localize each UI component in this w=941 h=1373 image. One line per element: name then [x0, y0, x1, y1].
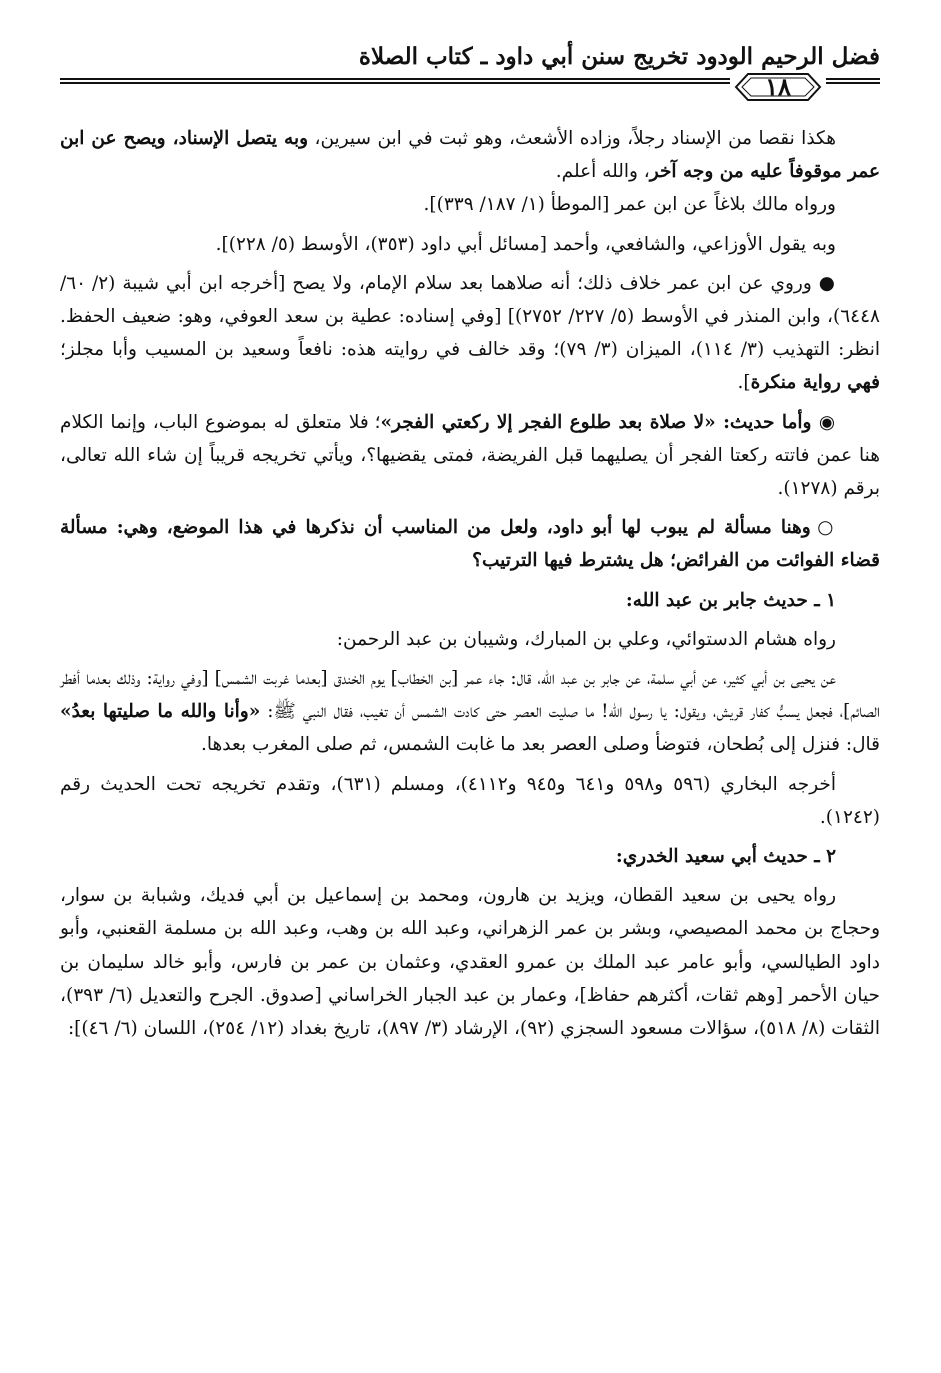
bullet-icon: ●: [818, 272, 836, 294]
section-heading: ٢ ـ حديث أبي سعيد الخدري:: [615, 846, 836, 868]
paragraph: ◉ وأما حديث: «لا صلاة بعد طلوع الفجر إلا ركعتي الفجر»؛ فلا متعلق له بموضوع الباب، وإنما الكلام هنا عمن فاتته ركعتا الفجر أن يصليهما قبل الفريضة، فمتى يقضيها؟، ويأتي تخريجه قريباً إن شاء الله تعالى، برقم (١٢٧٨).: [60, 411, 880, 500]
section-heading: ١ ـ حديث جابر بن عبد الله:: [625, 589, 836, 611]
paragraph: وبه يقول الأوزاعي، والشافعي، وأحمد [مسائل أبي داود (٣٥٣)، الأوسط (٥/ ٢٢٨)].: [215, 233, 836, 255]
paragraph: ● وروي عن ابن عمر خلاف ذلك؛ أنه صلاهما بعد سلام الإمام، ولا يصح [أخرجه ابن أبي شيبة (٢/ ٦٠/ ٦٤٤٨)، وابن المنذر في الأوسط (٥/ ٢٢٧/ ٢٧٥٢)] [وفي إسناده: عطية بن سعد العوفي، وهو: ضعيف الحفظ. انظر: التهذيب (٣/ ١١٤)، الميزان (٣/ ٧٩)؛ وقد خالف في روايته هذه: نافعاً وسعيد بن المسيب وأبا مجلز؛ فهي رواية منكرة].: [60, 272, 881, 394]
paragraph: رواه هشام الدستوائي، وعلي بن المبارك، وشيبان بن عبد الرحمن:: [336, 628, 836, 650]
paragraph: ○ وهنا مسألة لم يبوب لها أبو داود، ولعل من المناسب أن نذكرها في هذا الموضع، وهي: مسألة قضاء الفوائت من الفرائض؛ هل يشترط فيها الترتيب؟: [60, 517, 880, 572]
paragraph: هكذا نقصا من الإسناد رجلاً، وزاده الأشعث، وهو ثبت في ابن سيرين، وبه يتصل الإسناد، ويصح عن ابن عمر موقوفاً عليه من وجه آخر، والله أعلم.: [60, 128, 880, 183]
paragraph: أخرجه البخاري (٥٩٦ و٥٩٨ و٦٤١ و٩٤٥ و٤١١٢)، ومسلم (٦٣١)، وتقدم تخريجه تحت الحديث رقم (١٢٤٢).: [60, 773, 880, 828]
page-number-badge: [730, 70, 826, 104]
page-number: ١٨: [765, 72, 791, 101]
paragraph: رواه يحيى بن سعيد القطان، ويزيد بن هارون، ومحمد بن إسماعيل بن أبي فديك، وشبابة بن سوار، وحجاج بن محمد المصيصي، وبشر بن عمر الزهراني، وعبد الله بن وهب، وعبد الله بن مسلمة القعنبي، وأبو داود الطيالسي، وأبو عامر عبد الملك بن عمرو العقدي، وعثمان بن عمر بن فارس، وأبو خالد سليمان بن حيان الأحمر [وهم ثقات، أكثرهم حفاظ]، وعمار بن عبد الجبار الخراساني [صدوق. الجرح والتعديل (٦/ ٣٩٣)، الثقات (٨/ ٥١٨)، سؤالات مسعود السجزي (٩٢)، الإرشاد (٣/ ٨٩٧)، تاريخ بغداد (١٢/ ٢٥٤)، اللسان (٦/ ٤٦)]:: [60, 885, 881, 1040]
paragraph: عن يحيى بن أبي كثير، عن أبي سلمة، عن جابر بن عبد الله، قال: جاء عمر [بن الخطاب] يوم الخندق [بعدما غربت الشمس] [وفي رواية: وذلك بعدما أفطر الصائم]، فجعل يسبُّ كفار قريش، ويقول: يا رسول الله! ما صليت العصر حتى كادت الشمس أن تغيب، فقال النبي ﷺ: «وأنا والله ما صليتها بعدُ» قال: فنزل إلى بُطحان، فتوضأ وصلى العصر بعد ما غابت الشمس، ثم صلى المغرب بعدها.: [60, 668, 880, 756]
bullet-icon: ◉: [818, 411, 836, 433]
running-title: فضل الرحيم الودود تخريج سنن أبي داود ـ كتاب الصلاة: [358, 43, 880, 70]
page-header: [60, 40, 880, 110]
page-body: [60, 122, 880, 1051]
paragraph: ورواه مالك بلاغاً عن ابن عمر [الموطأ (١/ ١٨٧/ ٣٣٩)].: [423, 194, 836, 216]
bullet-icon: ○: [817, 517, 836, 539]
